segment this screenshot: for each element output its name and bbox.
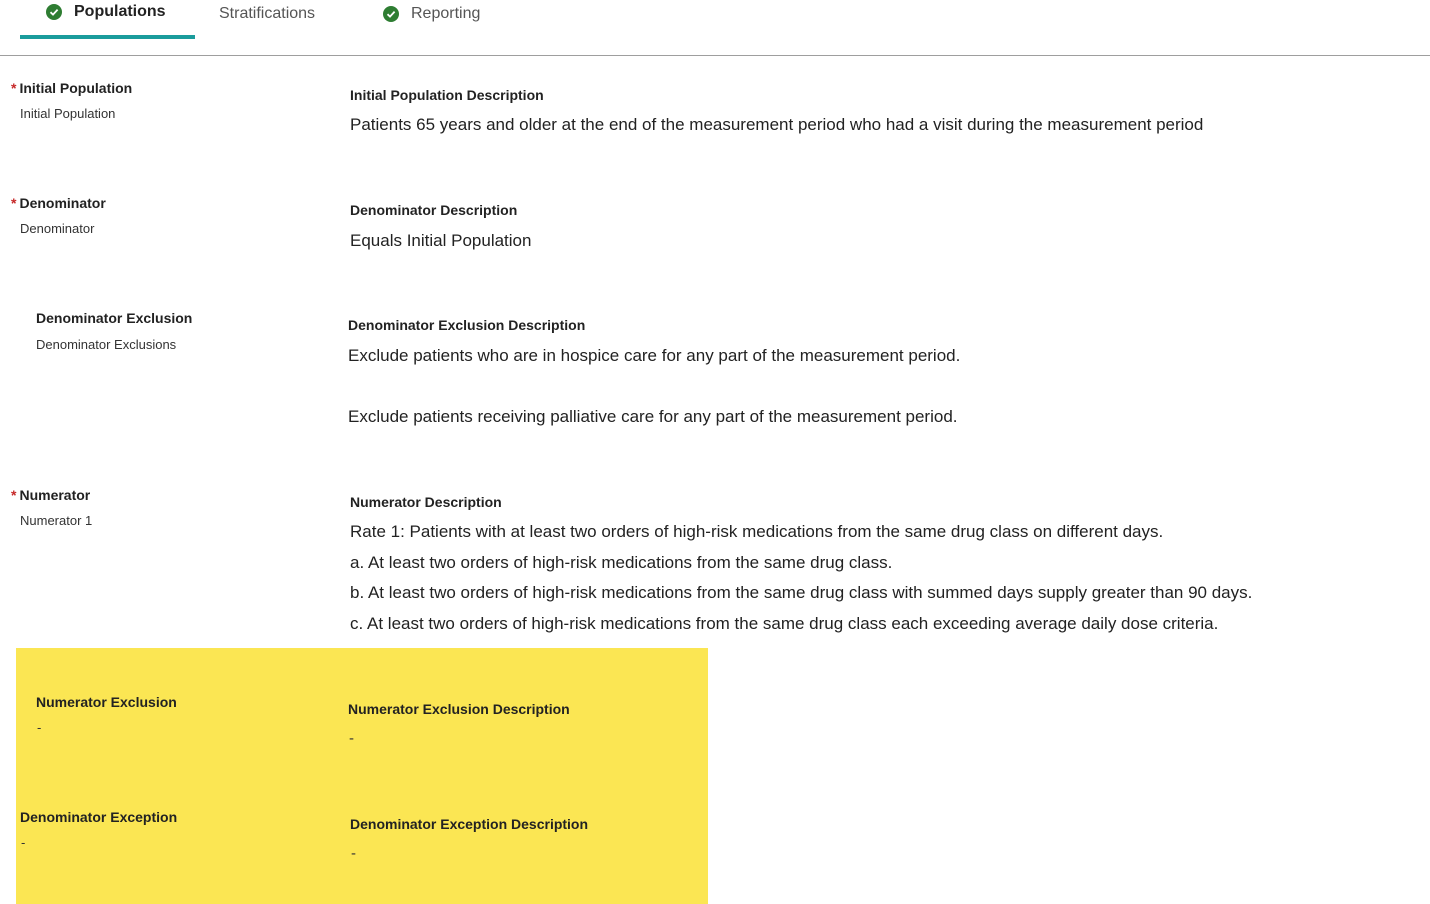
tab-populations[interactable] <box>20 0 195 39</box>
numerator-description-line: Rate 1: Patients with at least two orders of high-risk medications from the same drug class on different days. <box>350 522 1164 541</box>
check-circle-icon <box>46 4 62 20</box>
numerator-description-line: c. At least two orders of high-risk medications from the same drug class each exceeding average daily dose criteria. <box>350 614 1219 633</box>
numerator-exclusion-description-label: Numerator Exclusion Description <box>348 701 570 717</box>
population-tabs <box>0 0 1430 56</box>
initial-population-name: * Initial Population <box>11 80 133 96</box>
check-circle-icon <box>383 6 399 22</box>
required-marker: * <box>11 195 17 211</box>
denominator-exclusion-description-line: Exclude patients who are in hospice care for any part of the measurement period. <box>348 346 961 365</box>
denominator-value: Denominator <box>20 221 95 236</box>
required-marker: * <box>11 80 17 96</box>
denominator-exception-value: - <box>21 835 26 850</box>
highlighted-region <box>16 648 708 904</box>
denominator-exclusion-description-line: Exclude patients receiving palliative care for any part of the measurement period. <box>348 407 958 426</box>
denominator-exclusion-name: Denominator Exclusion <box>36 310 193 326</box>
numerator-description-label: Numerator Description <box>350 494 502 510</box>
tab-stratifications-label: Stratifications <box>219 5 316 22</box>
numerator-description-line: a. At least two orders of high-risk medications from the same drug class. <box>350 553 893 572</box>
initial-population-description-label: Initial Population Description <box>350 87 544 103</box>
denominator-exclusion-value: Denominator Exclusions <box>36 337 177 352</box>
tab-reporting-label: Reporting <box>411 5 481 22</box>
initial-population-description-text: Patients 65 years and older at the end of the measurement period who had a visit during the measurement period <box>350 115 1204 134</box>
numerator-exclusion-description-value: - <box>349 730 354 747</box>
numerator-description-line: b. At least two orders of high-risk medications from the same drug class with summed days supply greater than 90 days. <box>350 583 1253 602</box>
denominator-exception-description-label: Denominator Exception Description <box>350 816 589 832</box>
numerator-name: * Numerator <box>11 487 91 503</box>
numerator-exclusion-name: Numerator Exclusion <box>36 694 177 710</box>
tab-stratifications[interactable] <box>219 0 315 38</box>
tab-populations-label: Populations <box>74 2 166 20</box>
numerator-value: Numerator 1 <box>20 513 93 528</box>
required-marker: * <box>11 487 17 503</box>
denominator-name: * Denominator <box>11 195 106 211</box>
denominator-exclusion-description-label: Denominator Exclusion Description <box>348 317 586 333</box>
denominator-exception-description-value: - <box>351 845 356 862</box>
numerator-exclusion-value: - <box>37 720 42 735</box>
denominator-description-text: Equals Initial Population <box>350 231 532 250</box>
initial-population-value: Initial Population <box>20 106 116 121</box>
denominator-exception-name: Denominator Exception <box>20 809 178 825</box>
denominator-description-label: Denominator Description <box>350 202 518 218</box>
tab-reporting[interactable] <box>383 0 480 38</box>
